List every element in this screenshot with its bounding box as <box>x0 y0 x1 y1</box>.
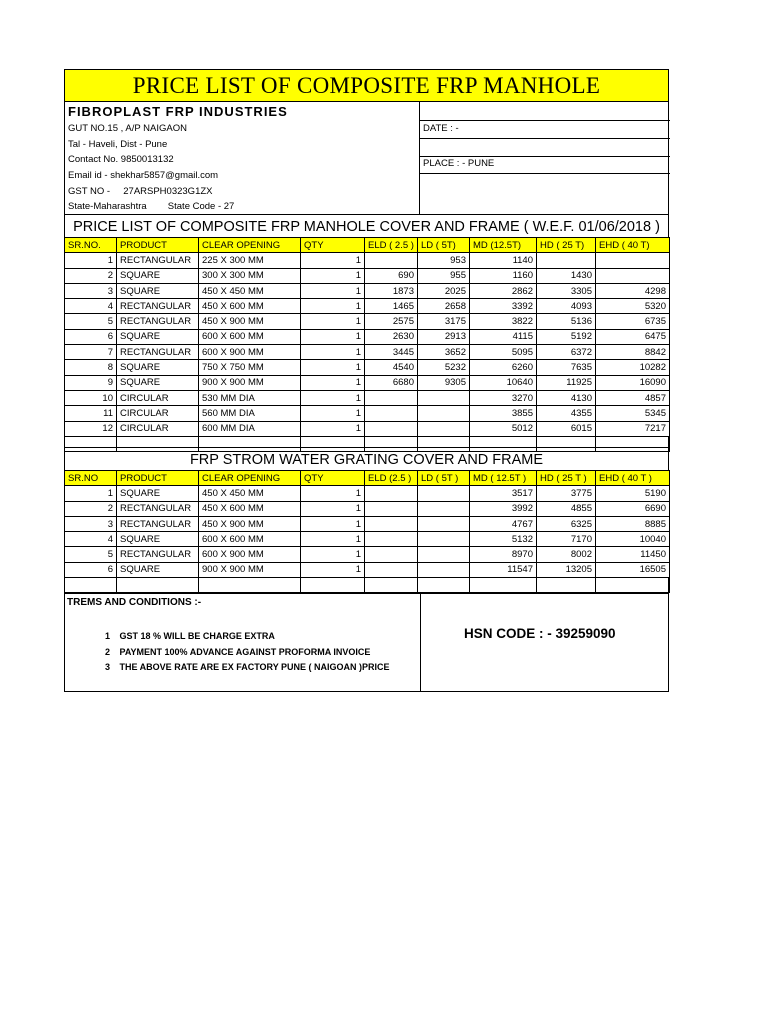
table-cell: 3392 <box>470 299 537 314</box>
table-header-row <box>65 471 670 486</box>
table-cell: RECTANGULAR <box>117 299 199 314</box>
table-cell: 4130 <box>537 390 596 405</box>
company-gst-line: GST NO - 27ARSPH0323G1ZX <box>68 186 213 197</box>
table-cell: 1 <box>301 547 365 562</box>
table-cell: 300 X 300 MM <box>199 268 301 283</box>
term-number: 3 <box>105 662 111 672</box>
table-cell: 12 <box>65 421 117 436</box>
table-cell: 16505 <box>596 562 670 577</box>
column-header: HD ( 25 T ) <box>537 471 596 486</box>
table-row <box>65 421 670 436</box>
column-header: EHD ( 40 T) <box>596 238 670 253</box>
table-cell: 450 X 450 MM <box>199 283 301 298</box>
table-cell: 1465 <box>365 299 418 314</box>
table-cell: 8 <box>65 360 117 375</box>
company-details <box>65 101 420 215</box>
table-cell: 8002 <box>537 547 596 562</box>
table-cell: 2862 <box>470 283 537 298</box>
table-cell: 6680 <box>365 375 418 390</box>
column-header: QTY <box>301 471 365 486</box>
table-cell: SQUARE <box>117 268 199 283</box>
table-cell: SQUARE <box>117 283 199 298</box>
table-cell: 1 <box>301 501 365 516</box>
table-cell: 7 <box>65 345 117 360</box>
table-cell: 225 X 300 MM <box>199 253 301 268</box>
table-cell: 3822 <box>470 314 537 329</box>
table-cell: 750 X 750 MM <box>199 360 301 375</box>
date-place-panel <box>419 101 670 215</box>
term-item <box>105 647 370 657</box>
table-cell <box>418 390 470 405</box>
table-cell: 4540 <box>365 360 418 375</box>
table-cell: 6690 <box>596 501 670 516</box>
table-cell: CIRCULAR <box>117 390 199 405</box>
column-header: CLEAR OPENING <box>199 238 301 253</box>
manhole-price-table <box>64 237 670 452</box>
table-cell: 11450 <box>596 547 670 562</box>
table-cell: 6475 <box>596 329 670 344</box>
table-cell <box>537 253 596 268</box>
table-cell: RECTANGULAR <box>117 314 199 329</box>
table-cell: 6 <box>65 562 117 577</box>
table-cell <box>365 516 418 531</box>
table-cell: 4857 <box>596 390 670 405</box>
table-cell <box>418 406 470 421</box>
table-cell: 1 <box>301 390 365 405</box>
column-header: QTY <box>301 238 365 253</box>
table-cell: RECTANGULAR <box>117 345 199 360</box>
table-cell <box>596 268 670 283</box>
table-cell: 1 <box>65 486 117 501</box>
manhole-section-title: PRICE LIST OF COMPOSITE FRP MANHOLE COVER AND FRAME ( W.E.F. 01/06/2018 ) <box>64 214 669 238</box>
table-row <box>65 532 670 547</box>
terms-panel <box>65 594 421 691</box>
table-cell: 5136 <box>537 314 596 329</box>
table-cell: 9 <box>65 375 117 390</box>
table-row <box>65 329 670 344</box>
table-cell: 6015 <box>537 421 596 436</box>
date-row <box>420 120 670 139</box>
table-cell: 953 <box>418 253 470 268</box>
terms-heading: TREMS AND CONDITIONS :- <box>67 597 202 608</box>
table-cell: CIRCULAR <box>117 421 199 436</box>
table-cell: 7635 <box>537 360 596 375</box>
table-cell: 1 <box>301 532 365 547</box>
table-cell: 3775 <box>537 486 596 501</box>
table-cell: 600 X 900 MM <box>199 547 301 562</box>
table-cell: 4115 <box>470 329 537 344</box>
table-cell: 5232 <box>418 360 470 375</box>
term-item <box>105 631 275 641</box>
table-row <box>65 268 670 283</box>
term-item <box>105 662 390 672</box>
company-state-line: State-Maharashtra State Code - 27 <box>68 201 235 212</box>
table-cell: 3175 <box>418 314 470 329</box>
table-cell <box>365 421 418 436</box>
table-cell: 2 <box>65 501 117 516</box>
table-row <box>65 486 670 501</box>
table-cell: 530 MM DIA <box>199 390 301 405</box>
table-cell: 450 X 900 MM <box>199 314 301 329</box>
table-cell: SQUARE <box>117 375 199 390</box>
table-row <box>65 299 670 314</box>
table-cell <box>365 532 418 547</box>
table-cell: 1 <box>301 253 365 268</box>
table-cell <box>365 486 418 501</box>
table-cell: 5095 <box>470 345 537 360</box>
table-cell <box>365 562 418 577</box>
place-row <box>420 156 670 174</box>
table-row <box>65 253 670 268</box>
table-cell <box>365 253 418 268</box>
column-header: SR.NO <box>65 471 117 486</box>
table-cell: 1140 <box>470 253 537 268</box>
table-cell: 1 <box>65 253 117 268</box>
company-name: FIBROPLAST FRP INDUSTRIES <box>68 104 288 119</box>
table-row <box>65 406 670 421</box>
table-cell: SQUARE <box>117 360 199 375</box>
table-cell: 600 X 600 MM <box>199 532 301 547</box>
table-cell: 3445 <box>365 345 418 360</box>
table-cell <box>365 406 418 421</box>
table-cell: 450 X 600 MM <box>199 501 301 516</box>
term-number: 1 <box>105 631 111 641</box>
table-cell <box>596 253 670 268</box>
table-cell: 1 <box>301 329 365 344</box>
table-cell: 600 MM DIA <box>199 421 301 436</box>
table-row <box>65 547 670 562</box>
place-label: PLACE : - PUNE <box>423 158 495 169</box>
table-cell: 2658 <box>418 299 470 314</box>
table-cell: 1430 <box>537 268 596 283</box>
table-cell: 2 <box>65 268 117 283</box>
table-cell: 5345 <box>596 406 670 421</box>
table-cell: 7217 <box>596 421 670 436</box>
column-header: MD (12.5T) <box>470 238 537 253</box>
table-cell: 5190 <box>596 486 670 501</box>
table-cell: 3855 <box>470 406 537 421</box>
column-header: PRODUCT <box>117 471 199 486</box>
table-cell: RECTANGULAR <box>117 501 199 516</box>
table-row <box>65 360 670 375</box>
column-header: HD ( 25 T) <box>537 238 596 253</box>
table-cell: 1 <box>301 299 365 314</box>
company-contact-line: Contact No. 9850013132 <box>68 154 174 165</box>
table-cell: SQUARE <box>117 562 199 577</box>
blank-row <box>420 138 670 157</box>
table-row <box>65 283 670 298</box>
table-cell: 2630 <box>365 329 418 344</box>
table-cell: 4 <box>65 532 117 547</box>
table-cell: SQUARE <box>117 486 199 501</box>
column-header: EHD ( 40 T ) <box>596 471 670 486</box>
table-cell: 10640 <box>470 375 537 390</box>
table-cell: SQUARE <box>117 329 199 344</box>
table-cell: 1 <box>301 345 365 360</box>
table-row <box>65 501 670 516</box>
page-title: PRICE LIST OF COMPOSITE FRP MANHOLE <box>64 69 669 102</box>
column-header: SR.NO. <box>65 238 117 253</box>
table-cell: 1 <box>301 421 365 436</box>
table-cell: 900 X 900 MM <box>199 562 301 577</box>
table-cell: 1 <box>301 360 365 375</box>
date-label: DATE : - <box>423 123 459 134</box>
table-cell: 1873 <box>365 283 418 298</box>
table-cell: 5132 <box>470 532 537 547</box>
column-header: MD ( 12.5T ) <box>470 471 537 486</box>
table-cell: 16090 <box>596 375 670 390</box>
column-header: CLEAR OPENING <box>199 471 301 486</box>
column-header: LD ( 5T) <box>418 238 470 253</box>
table-row <box>65 314 670 329</box>
table-cell: 450 X 450 MM <box>199 486 301 501</box>
table-row <box>65 516 670 531</box>
table-cell: 11 <box>65 406 117 421</box>
table-cell: 4093 <box>537 299 596 314</box>
company-taluka-line: Tal - Haveli, Dist - Pune <box>68 139 168 150</box>
term-text: PAYMENT 100% ADVANCE AGAINST PROFORMA INVOICE <box>119 647 371 657</box>
table-cell: 5 <box>65 314 117 329</box>
table-cell: 450 X 900 MM <box>199 516 301 531</box>
term-text: GST 18 % WILL BE CHARGE EXTRA <box>119 631 275 641</box>
column-header: ELD ( 2.5 ) <box>365 238 418 253</box>
blank-row <box>420 101 670 121</box>
grating-price-table <box>64 470 670 593</box>
table-cell: 1 <box>301 406 365 421</box>
company-email-line: Email id - shekhar5857@gmail.com <box>68 170 219 181</box>
table-cell: 4855 <box>537 501 596 516</box>
table-cell: 5012 <box>470 421 537 436</box>
table-cell: RECTANGULAR <box>117 516 199 531</box>
table-cell <box>418 421 470 436</box>
spacer-row <box>64 577 669 594</box>
table-cell: 5 <box>65 547 117 562</box>
table-cell: 2575 <box>365 314 418 329</box>
terms-box <box>64 593 669 692</box>
table-cell: 10040 <box>596 532 670 547</box>
table-cell: 1 <box>301 283 365 298</box>
table-cell <box>365 547 418 562</box>
table-cell: 10 <box>65 390 117 405</box>
term-number: 2 <box>105 647 111 657</box>
table-cell: 3305 <box>537 283 596 298</box>
table-cell: 11547 <box>470 562 537 577</box>
table-cell: CIRCULAR <box>117 406 199 421</box>
table-cell: 1 <box>301 268 365 283</box>
table-cell: 8842 <box>596 345 670 360</box>
table-cell: 1 <box>301 516 365 531</box>
table-cell: 1 <box>301 375 365 390</box>
hsn-code: HSN CODE : - 39259090 <box>464 626 616 641</box>
table-cell: 1 <box>301 562 365 577</box>
company-info <box>64 101 669 215</box>
table-cell: 560 MM DIA <box>199 406 301 421</box>
table-cell: RECTANGULAR <box>117 253 199 268</box>
column-header: PRODUCT <box>117 238 199 253</box>
table-cell: 900 X 900 MM <box>199 375 301 390</box>
table-cell: 3270 <box>470 390 537 405</box>
table-cell: 1 <box>301 314 365 329</box>
table-cell: 2025 <box>418 283 470 298</box>
table-cell: 6 <box>65 329 117 344</box>
table-cell: 6325 <box>537 516 596 531</box>
table-row <box>65 562 670 577</box>
table-cell: 6735 <box>596 314 670 329</box>
table-cell: 1 <box>301 486 365 501</box>
table-cell: 4298 <box>596 283 670 298</box>
column-header: ELD (2.5 ) <box>365 471 418 486</box>
column-header: LD ( 5T ) <box>418 471 470 486</box>
table-cell: 4767 <box>470 516 537 531</box>
table-row <box>65 375 670 390</box>
table-cell: 9305 <box>418 375 470 390</box>
term-text: THE ABOVE RATE ARE EX FACTORY PUNE ( NAIGOAN )PRICE <box>119 662 390 672</box>
table-cell: 600 X 600 MM <box>199 329 301 344</box>
table-cell: 3652 <box>418 345 470 360</box>
table-row <box>65 390 670 405</box>
table-cell: 5192 <box>537 329 596 344</box>
table-cell: 8885 <box>596 516 670 531</box>
table-cell <box>418 547 470 562</box>
table-cell: 13205 <box>537 562 596 577</box>
table-cell: SQUARE <box>117 532 199 547</box>
table-cell <box>365 390 418 405</box>
table-cell: 4 <box>65 299 117 314</box>
table-cell: 3 <box>65 516 117 531</box>
table-cell <box>418 516 470 531</box>
table-cell: 1160 <box>470 268 537 283</box>
table-cell: 11925 <box>537 375 596 390</box>
table-cell: 3 <box>65 283 117 298</box>
table-cell <box>365 501 418 516</box>
table-cell <box>418 562 470 577</box>
table-cell: 955 <box>418 268 470 283</box>
table-cell: 2913 <box>418 329 470 344</box>
table-cell: 600 X 900 MM <box>199 345 301 360</box>
table-cell: 3517 <box>470 486 537 501</box>
company-address-line: GUT NO.15 , A/P NAIGAON <box>68 123 187 134</box>
table-cell <box>418 532 470 547</box>
table-cell: 3992 <box>470 501 537 516</box>
grating-section-title: FRP STROM WATER GRATING COVER AND FRAME <box>64 447 669 471</box>
table-cell: 7170 <box>537 532 596 547</box>
table-cell: RECTANGULAR <box>117 547 199 562</box>
table-cell: 10282 <box>596 360 670 375</box>
table-row <box>65 345 670 360</box>
table-cell: 4355 <box>537 406 596 421</box>
table-cell <box>418 486 470 501</box>
table-cell: 8970 <box>470 547 537 562</box>
table-header-row <box>65 238 670 253</box>
table-cell <box>418 501 470 516</box>
table-cell: 6260 <box>470 360 537 375</box>
table-cell: 5320 <box>596 299 670 314</box>
table-cell: 450 X 600 MM <box>199 299 301 314</box>
table-cell: 6372 <box>537 345 596 360</box>
table-cell: 690 <box>365 268 418 283</box>
